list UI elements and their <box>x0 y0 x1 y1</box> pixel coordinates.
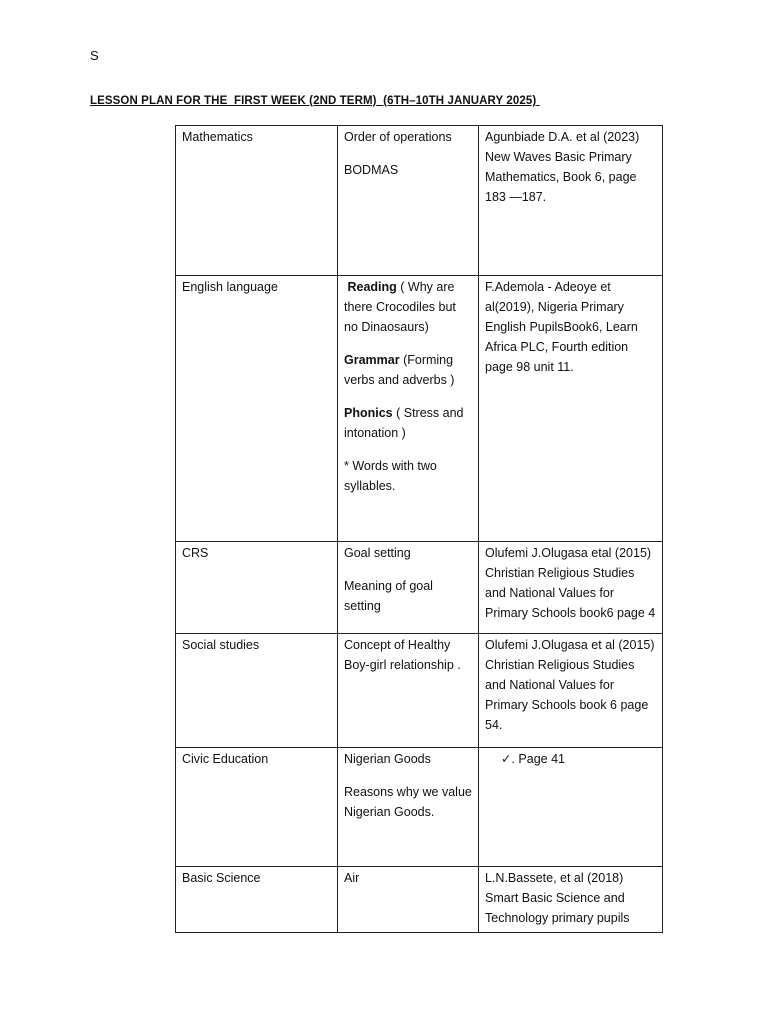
topic-cell <box>338 634 479 748</box>
subject-cell: Civic Education <box>176 748 338 867</box>
table-row-social-studies <box>176 634 663 748</box>
reference-cell: Agunbiade D.A. et al (2023) New Waves Basic Primary Mathematics, Book 6, page 183 —187. <box>479 126 663 276</box>
grammar-text: (Forming verbs and adverbs ) <box>344 353 455 387</box>
subject-cell: Mathematics <box>176 126 338 276</box>
reading-topic <box>344 277 472 337</box>
topic-cell <box>338 276 479 542</box>
topic-text: Concept of Healthy Boy-girl relationship . <box>344 638 461 672</box>
phonics-label: Phonics <box>344 406 393 420</box>
topic-text: Goal setting <box>344 546 411 560</box>
table-row-civic-education <box>176 748 663 867</box>
subject-cell: Basic Science <box>176 867 338 933</box>
document-heading: LESSON PLAN FOR THE FIRST WEEK (2ND TERM) (6TH–10TH JANUARY 2025) <box>90 95 540 107</box>
topic-cell <box>338 867 479 933</box>
reading-text: ( Why are there Crocodiles but no Dinaosaurs) <box>344 280 456 334</box>
topic-text: Reasons why we value Nigerian Goods. <box>344 785 472 819</box>
topic-cell <box>338 748 479 867</box>
page-mark: S <box>90 48 99 63</box>
subject-cell: English language <box>176 276 338 542</box>
table-row-mathematics <box>176 126 663 276</box>
reference-cell <box>479 748 663 867</box>
reading-label: Reading <box>347 280 397 294</box>
table-row-basic-science <box>176 867 663 933</box>
topic-text: Meaning of goal setting <box>344 579 433 613</box>
topic-text: Air <box>344 871 360 885</box>
reference-cell: L.N.Bassete, et al (2018) Smart Basic Science and Technology primary pupils <box>479 867 663 933</box>
reference-cell: Olufemi J.Olugasa etal (2015) Christian Religious Studies and National Values for Primary Schools book6 page 4 <box>479 542 663 634</box>
table-row-english-language <box>176 276 663 542</box>
reference-cell: Olufemi J.Olugasa et al (2015) Christian Religious Studies and National Values for Primary Schools book 6 page 54. <box>479 634 663 748</box>
grammar-topic <box>344 350 472 390</box>
topic-cell <box>338 542 479 634</box>
grammar-label: Grammar <box>344 353 400 367</box>
phonics-topic <box>344 403 472 443</box>
topic-text: BODMAS <box>344 163 399 177</box>
topic-text: Nigerian Goods <box>344 752 431 766</box>
topic-text: Order of operations <box>344 130 452 144</box>
table-row-crs <box>176 542 663 634</box>
lesson-plan-table <box>175 125 663 933</box>
phonics-text: ( Stress and intonation ) <box>344 406 464 440</box>
words-topic: * Words with two syllables. <box>344 459 437 493</box>
checkmark-reference: ✓. Page 41 <box>501 752 565 766</box>
subject-cell: Social studies <box>176 634 338 748</box>
reference-cell: F.Ademola - Adeoye et al(2019), Nigeria Primary English PupilsBook6, Learn Africa PLC, Fourth edition page 98 unit 11. <box>479 276 663 542</box>
topic-cell <box>338 126 479 276</box>
subject-cell: CRS <box>176 542 338 634</box>
